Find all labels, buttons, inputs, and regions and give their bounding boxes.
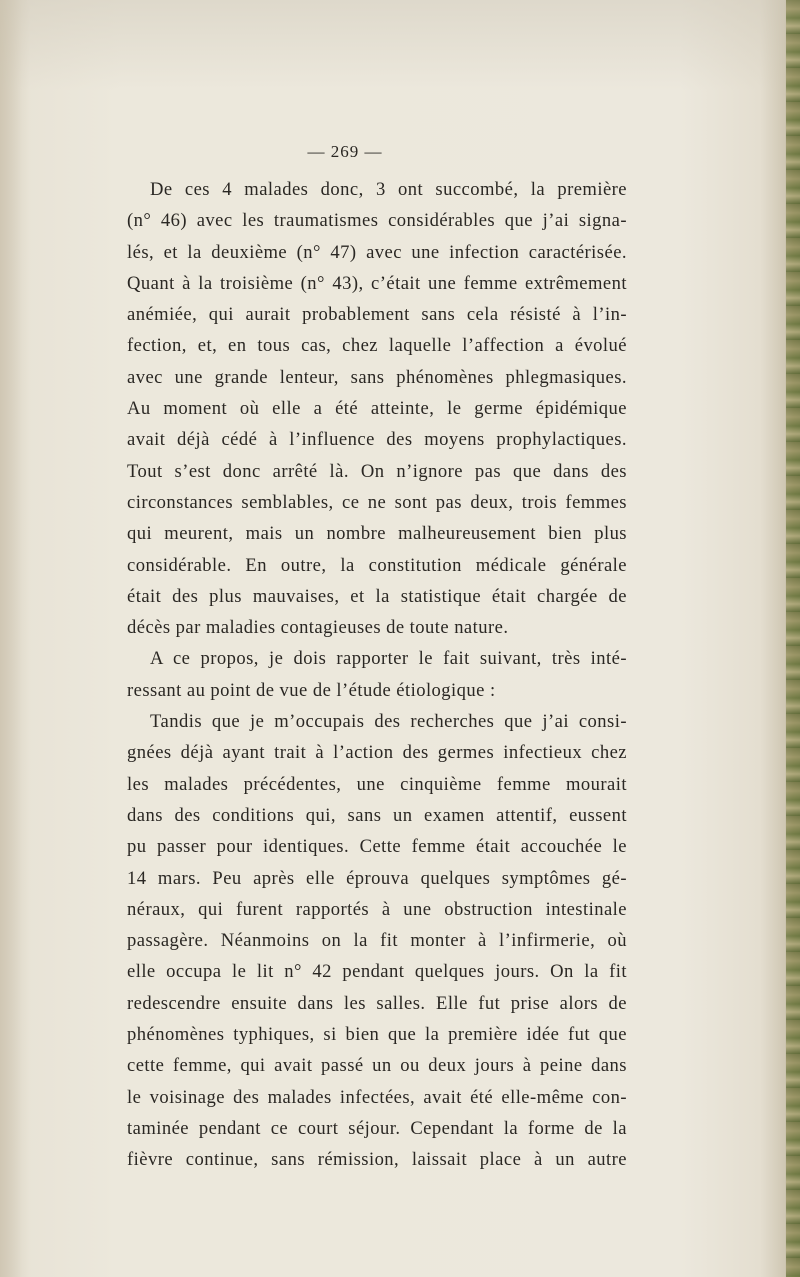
text-line: (n° 46) avec les traumatismes considérables que j’ai signa-	[127, 210, 627, 232]
text-line: qui meurent, mais un nombre malheureusement bien plus	[127, 523, 627, 545]
text-line: avait déjà cédé à l’influence des moyens prophylactiques.	[127, 429, 627, 451]
text-line: décès par maladies contagieuses de toute nature.	[127, 617, 509, 639]
text-line: considérable. En outre, la constitution médicale générale	[127, 554, 627, 576]
text-line: pu passer pour identiques. Cette femme était accouchée le	[127, 836, 627, 858]
page-gutter-shadow	[0, 0, 30, 1277]
text-line: redescendre ensuite dans les salles. Elle fut prise alors de	[127, 992, 627, 1014]
text-line: taminée pendant ce court séjour. Cependant la forme de la	[127, 1117, 627, 1139]
text-line: dans des conditions qui, sans un examen attentif, eussent	[127, 804, 627, 826]
text-line: 14 mars. Peu après elle éprouva quelques symptômes gé-	[127, 867, 627, 889]
text-line: le voisinage des malades infectées, avait été elle-même con-	[127, 1086, 627, 1108]
text-line: passagère. Néanmoins on la fit monter à l’infirmerie, où	[127, 930, 627, 952]
text-line: les malades précédentes, une cinquième femme mourait	[127, 773, 627, 795]
text-line: Au moment où elle a été atteinte, le germe épidémique	[127, 398, 627, 420]
page-top-shadow	[0, 0, 800, 90]
text-line: fièvre continue, sans rémission, laissait place à un autre	[127, 1149, 627, 1171]
text-line: était des plus mauvaises, et la statistique était chargée de	[127, 585, 627, 607]
text-line: phénomènes typhiques, si bien que la première idée fut que	[127, 1024, 627, 1046]
text-line: gnées déjà ayant trait à l’action des germes infectieux chez	[127, 742, 627, 764]
text-line: Tout s’est donc arrêté là. On n’ignore pas que dans des	[127, 460, 627, 482]
text-line: A ce propos, je dois rapporter le fait suivant, très inté-	[150, 648, 627, 670]
page-number: — 269 —	[307, 142, 383, 161]
text-line: avec une grande lenteur, sans phénomènes phlegmasiques.	[127, 366, 627, 388]
text-line: néraux, qui furent rapportés à une obstruction intestinale	[127, 898, 627, 920]
text-line: Tandis que je m’occupais des recherches que j’ai consi-	[150, 711, 627, 733]
text-line: elle occupa le lit n° 42 pendant quelques jours. On la fit	[127, 961, 627, 983]
text-line: ressant au point de vue de l’étude étiologique :	[127, 679, 496, 701]
text-line: cette femme, qui avait passé un ou deux jours à peine dans	[127, 1055, 627, 1077]
text-line: lés, et la deuxième (n° 47) avec une infection caractérisée.	[127, 241, 627, 263]
text-line: circonstances semblables, ce ne sont pas deux, trois femmes	[127, 491, 627, 513]
text-line: anémiée, qui aurait probablement sans cela résisté à l’in-	[127, 304, 627, 326]
text-line: De ces 4 malades donc, 3 ont succombé, la première	[150, 179, 627, 200]
body-text	[127, 174, 627, 1176]
text-line: Quant à la troisième (n° 43), c’était une femme extrêmement	[127, 272, 627, 294]
page-edge-stain	[786, 0, 800, 1277]
text-line: fection, et, en tous cas, chez laquelle l’affection a évolué	[127, 335, 627, 357]
